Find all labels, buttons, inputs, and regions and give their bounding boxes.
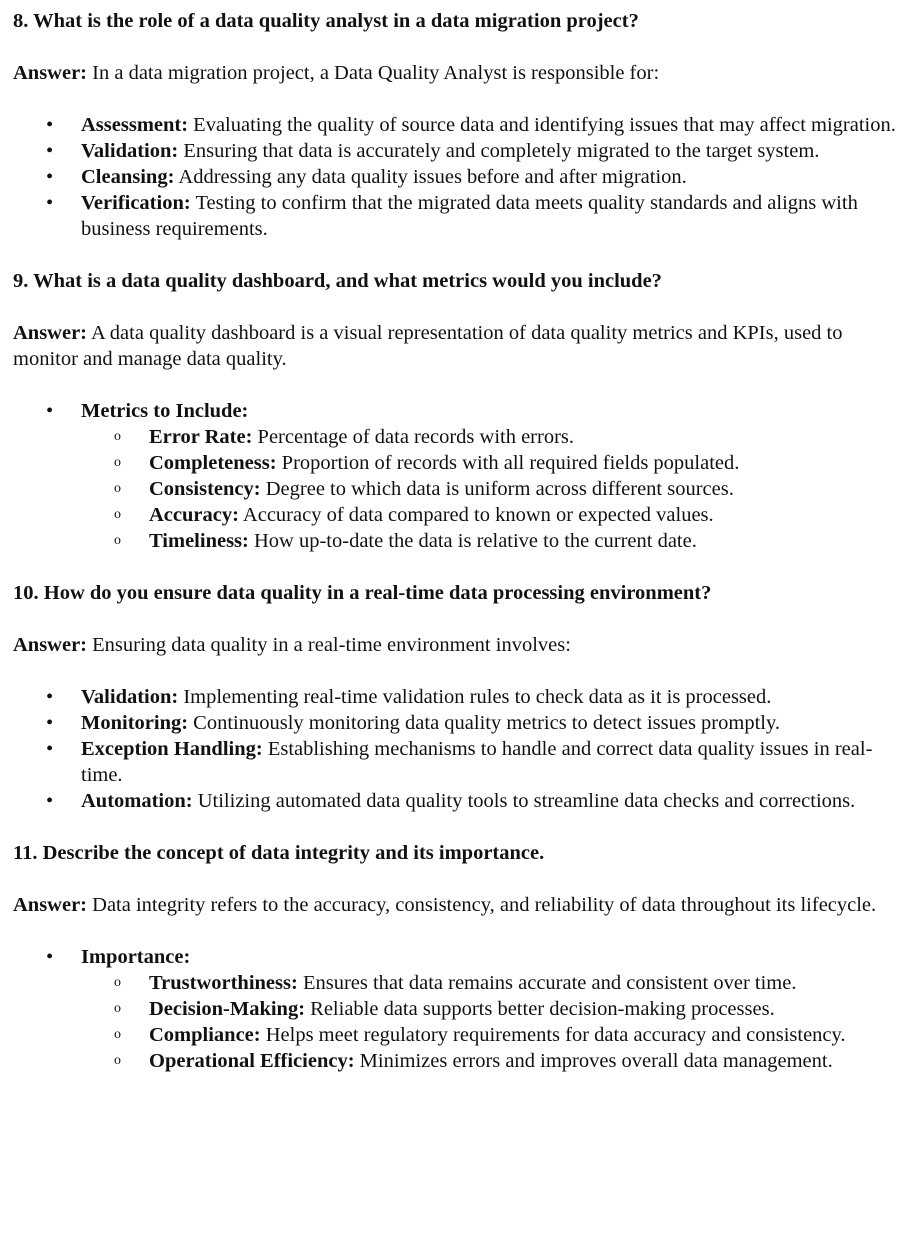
circle-bullet-icon: o <box>114 455 121 470</box>
list-item: o Accuracy: Accuracy of data compared to known or expected values. <box>114 504 714 526</box>
circle-bullet-icon: o <box>114 1027 121 1042</box>
list-item: • Importance: <box>46 946 191 968</box>
sub-bullet-list <box>13 424 903 554</box>
bullet-icon: • <box>46 712 54 734</box>
list-item: • Metrics to Include: <box>46 400 249 422</box>
question-heading: 9. What is a data quality dashboard, and what metrics would you include? <box>13 270 662 292</box>
list-item: • Validation: Implementing real-time validation rules to check data as it is processed. <box>46 686 772 708</box>
bullet-icon: • <box>46 400 54 422</box>
bullet-icon: • <box>46 166 54 188</box>
list-item: • Validation: Ensuring that data is accurately and completely migrated to the target system. <box>46 140 820 162</box>
bullet-icon: • <box>46 140 54 162</box>
bullet-icon: • <box>46 192 54 214</box>
bullet-list <box>13 398 903 424</box>
bullet-icon: • <box>46 790 54 812</box>
list-item: • Automation: Utilizing automated data quality tools to streamline data checks and corrections. <box>46 790 856 812</box>
sub-bullet-list <box>13 970 903 1074</box>
bullet-icon: • <box>46 946 54 968</box>
answer-paragraph: Answer: A data quality dashboard is a visual representation of data quality metrics and KPIs, used to monitor and manage data quality. <box>13 322 843 370</box>
answer-paragraph: Answer: Ensuring data quality in a real-time environment involves: <box>13 634 571 656</box>
answer-paragraph: Answer: In a data migration project, a Data Quality Analyst is responsible for: <box>13 62 660 84</box>
question-heading: 10. How do you ensure data quality in a real-time data processing environment? <box>13 582 712 604</box>
list-item: o Operational Efficiency: Minimizes errors and improves overall data management. <box>114 1050 833 1072</box>
question-heading: 8. What is the role of a data quality analyst in a data migration project? <box>13 10 639 32</box>
circle-bullet-icon: o <box>114 1001 121 1016</box>
list-item: • Exception Handling: Establishing mechanisms to handle and correct data quality issues in real-time. <box>46 738 873 786</box>
circle-bullet-icon: o <box>114 481 121 496</box>
list-item: • Verification: Testing to confirm that the migrated data meets quality standards and aligns with business requirements. <box>46 192 858 240</box>
list-item: o Timeliness: How up-to-date the data is relative to the current date. <box>114 530 697 552</box>
list-item: • Monitoring: Continuously monitoring data quality metrics to detect issues promptly. <box>46 712 781 734</box>
list-item: o Trustworthiness: Ensures that data remains accurate and consistent over time. <box>114 972 797 994</box>
list-item: o Completeness: Proportion of records with all required fields populated. <box>114 452 740 474</box>
list-item: o Compliance: Helps meet regulatory requirements for data accuracy and consistency. <box>114 1024 846 1046</box>
circle-bullet-icon: o <box>114 975 121 990</box>
list-item: o Error Rate: Percentage of data records with errors. <box>114 426 575 448</box>
circle-bullet-icon: o <box>114 429 121 444</box>
answer-paragraph: Answer: Data integrity refers to the accuracy, consistency, and reliability of data throughout its lifecycle. <box>13 894 877 916</box>
circle-bullet-icon: o <box>114 1053 121 1068</box>
bullet-icon: • <box>46 686 54 708</box>
circle-bullet-icon: o <box>114 507 121 522</box>
circle-bullet-icon: o <box>114 533 121 548</box>
question-heading: 11. Describe the concept of data integrity and its importance. <box>13 842 545 864</box>
bullet-icon: • <box>46 738 54 760</box>
list-item: • Assessment: Evaluating the quality of source data and identifying issues that may affect migration. <box>46 114 896 136</box>
list-item: • Cleansing: Addressing any data quality issues before and after migration. <box>46 166 687 188</box>
list-item: o Decision-Making: Reliable data supports better decision-making processes. <box>114 998 775 1020</box>
bullet-icon: • <box>46 114 54 136</box>
bullet-list <box>13 684 903 814</box>
bullet-list <box>13 112 903 242</box>
list-item: o Consistency: Degree to which data is uniform across different sources. <box>114 478 734 500</box>
document-page <box>13 8 903 1074</box>
bullet-list <box>13 944 903 970</box>
